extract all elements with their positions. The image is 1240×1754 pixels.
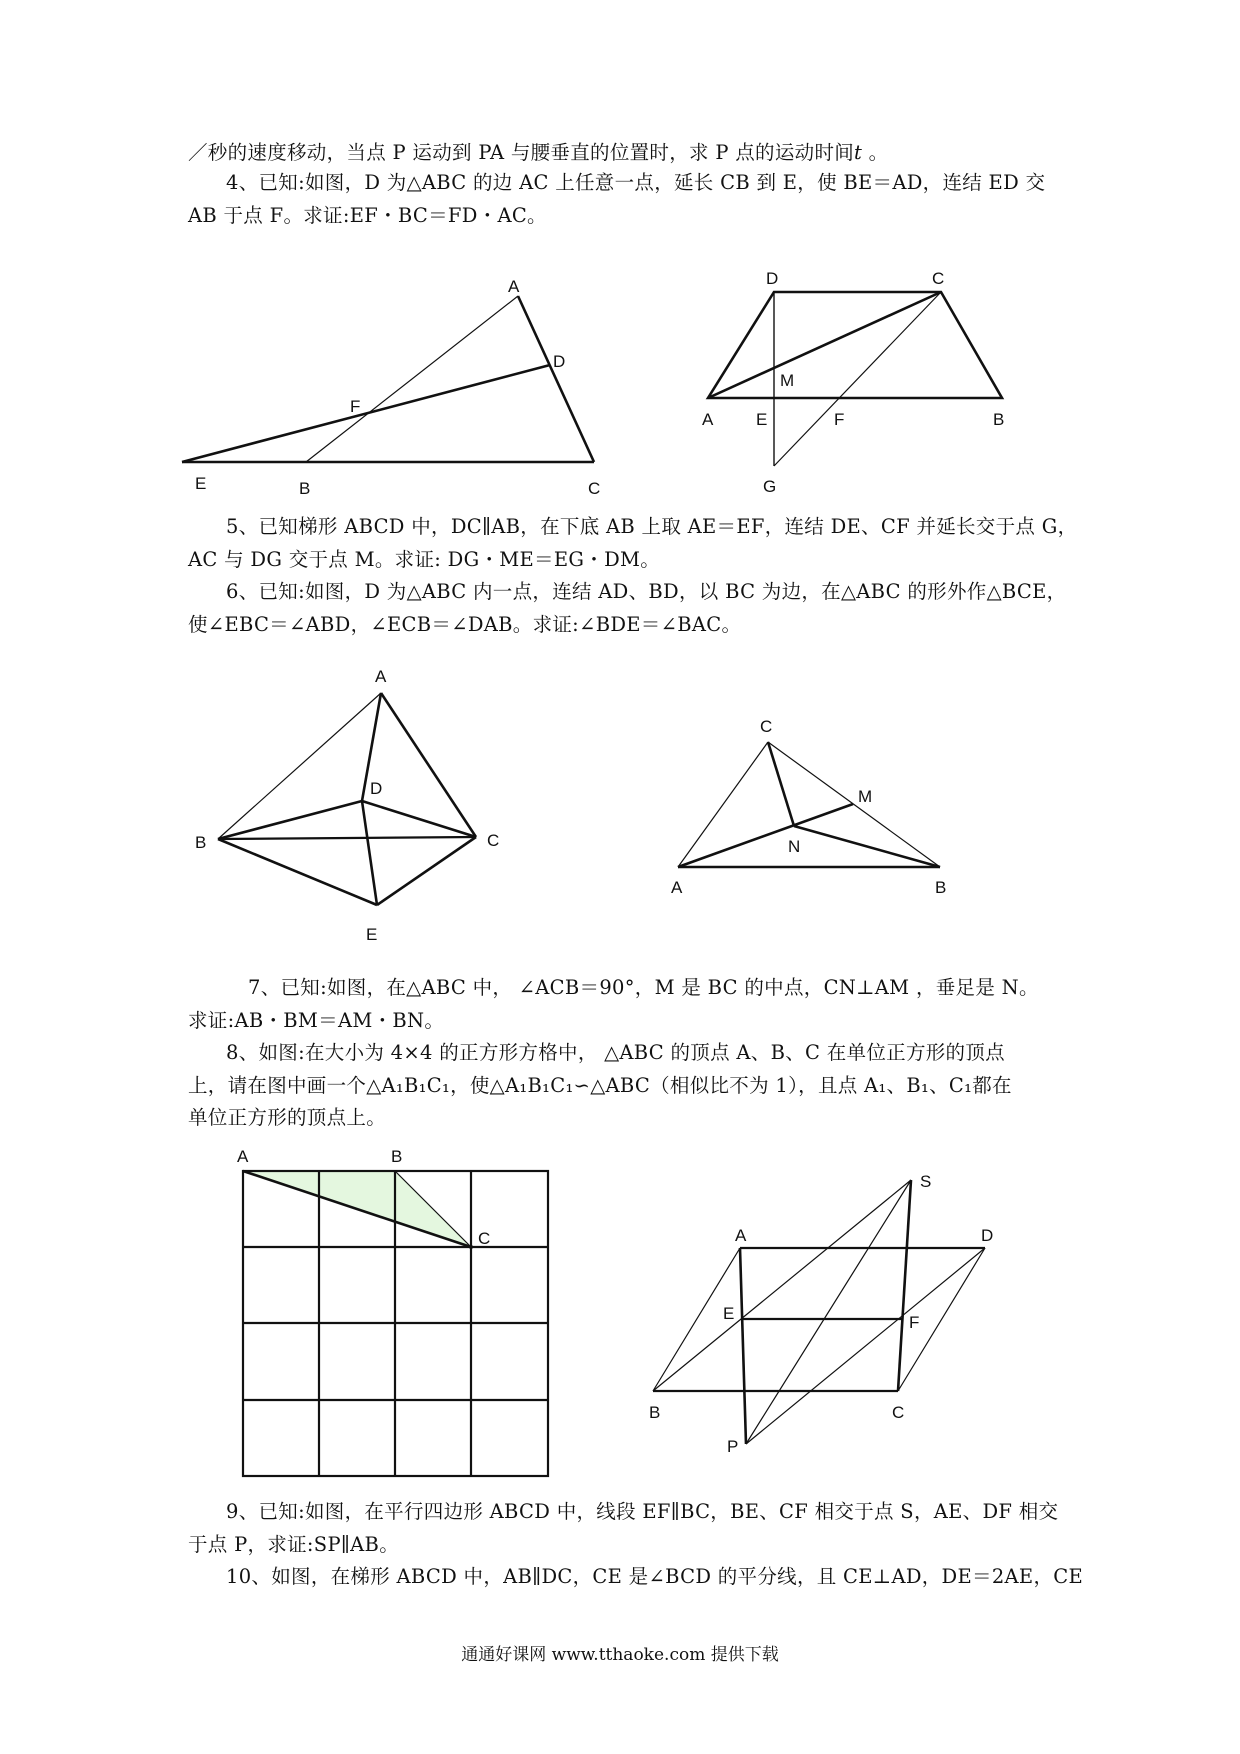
problem-8-line-3: 单位正方形的顶点上。: [188, 1106, 387, 1129]
fig9-label-D: D: [981, 1226, 994, 1245]
fig7-label-B: B: [935, 878, 947, 897]
fig9-label-A: A: [735, 1226, 747, 1245]
problem-4-line-1: 4、已知:如图，D 为△ABC 的边 AC 上任意一点，延长 CB 到 E，使 BE＝AD，连结 ED 交: [226, 171, 1046, 194]
problem-5-line-1: 5、已知梯形 ABCD 中，DC∥AB，在下底 AB 上取 AE＝EF，连结 DE、CF 并延长交于点 G，: [226, 515, 1078, 538]
fig5-label-D: D: [766, 269, 779, 288]
fig7-label-A: A: [671, 878, 683, 897]
problem-9-line-1: 9、已知:如图，在平行四边形 ABCD 中，线段 EF∥BC，BE、CF 相交于点 S，AE、DF 相交: [226, 1500, 1059, 1523]
problem-6-line-1: 6、已知:如图，D 为△ABC 内一点，连结 AD、BD，以 BC 为边，在△ABC 的形外作△BCE，: [226, 580, 1067, 603]
fig4-label-D: D: [553, 352, 566, 371]
fig5-label-F: F: [834, 410, 845, 429]
fig4-label-A: A: [508, 277, 520, 296]
fig9-label-P: P: [727, 1437, 739, 1456]
fig9-label-S: S: [920, 1172, 932, 1191]
fig5-label-C: C: [932, 269, 945, 288]
fig9-label-B: B: [649, 1403, 661, 1422]
fig6-label-A: A: [375, 667, 387, 686]
fig4-label-E: E: [195, 474, 207, 493]
fig4-label-B: B: [299, 479, 311, 498]
problem-8-line-1: 8、如图:在大小为 4×4 的正方形方格中， △ABC 的顶点 A、B、C 在单位正方形的顶点: [226, 1041, 1005, 1064]
fig5-label-G: G: [763, 477, 777, 496]
fig8-label-A: A: [237, 1147, 249, 1166]
fig5-label-E: E: [756, 410, 768, 429]
fig6-label-B: B: [195, 833, 207, 852]
fig6-label-E: E: [366, 925, 378, 944]
fig9-label-E: E: [723, 1304, 735, 1323]
fig8-label-B: B: [391, 1147, 403, 1166]
problem-6-line-2: 使∠EBC＝∠ABD，∠ECB＝∠DAB。求证:∠BDE＝∠BAC。: [188, 613, 742, 636]
fig5-label-B: B: [993, 410, 1005, 429]
fig5-label-A: A: [702, 410, 714, 429]
fig7-label-N: N: [788, 837, 801, 856]
fig6-label-C: C: [487, 831, 500, 850]
fig7-label-C: C: [760, 717, 773, 736]
problem-8-line-2: 上，请在图中画一个△A₁B₁C₁，使△A₁B₁C₁∽△ABC（相似比不为 1），且点 A₁、B₁、C₁都在: [188, 1074, 1012, 1097]
fig9-label-F: F: [909, 1313, 920, 1332]
problem-10-line-1: 10、如图，在梯形 ABCD 中，AB∥DC，CE 是∠BCD 的平分线，且 CE⊥AD，DE＝2AE，CE: [226, 1565, 1084, 1588]
fig6-label-D: D: [370, 779, 383, 798]
problem-7-line-2: 求证:AB・BM＝AM・BN。: [188, 1009, 445, 1032]
fig4-label-C: C: [588, 479, 601, 498]
fig5-label-M: M: [780, 371, 795, 390]
page-footer: 通通好课网 www.tthaoke.com 提供下载: [461, 1645, 779, 1665]
problem-7-line-1: 7、已知:如图，在△ABC 中， ∠ACB＝90°，M 是 BC 的中点，CN⊥AM ，垂足是 N。: [248, 976, 1039, 999]
fig9-label-C: C: [892, 1403, 905, 1422]
problem-9-line-2: 于点 P，求证:SP∥AB。: [188, 1533, 399, 1556]
problem-3-tail: ／秒的速度移动，当点 P 运动到 PA 与腰垂直的位置时，求 P 点的运动时间t 。: [188, 141, 889, 164]
fig8-label-C: C: [478, 1229, 491, 1248]
problem-4-line-2: AB 于点 F。求证:EF・BC＝FD・AC。: [188, 204, 547, 227]
problem-5-line-2: AC 与 DG 交于点 M。求证: DG・ME＝EG・DM。: [188, 548, 661, 571]
fig4-label-F: F: [350, 397, 361, 416]
fig7-label-M: M: [858, 787, 873, 806]
